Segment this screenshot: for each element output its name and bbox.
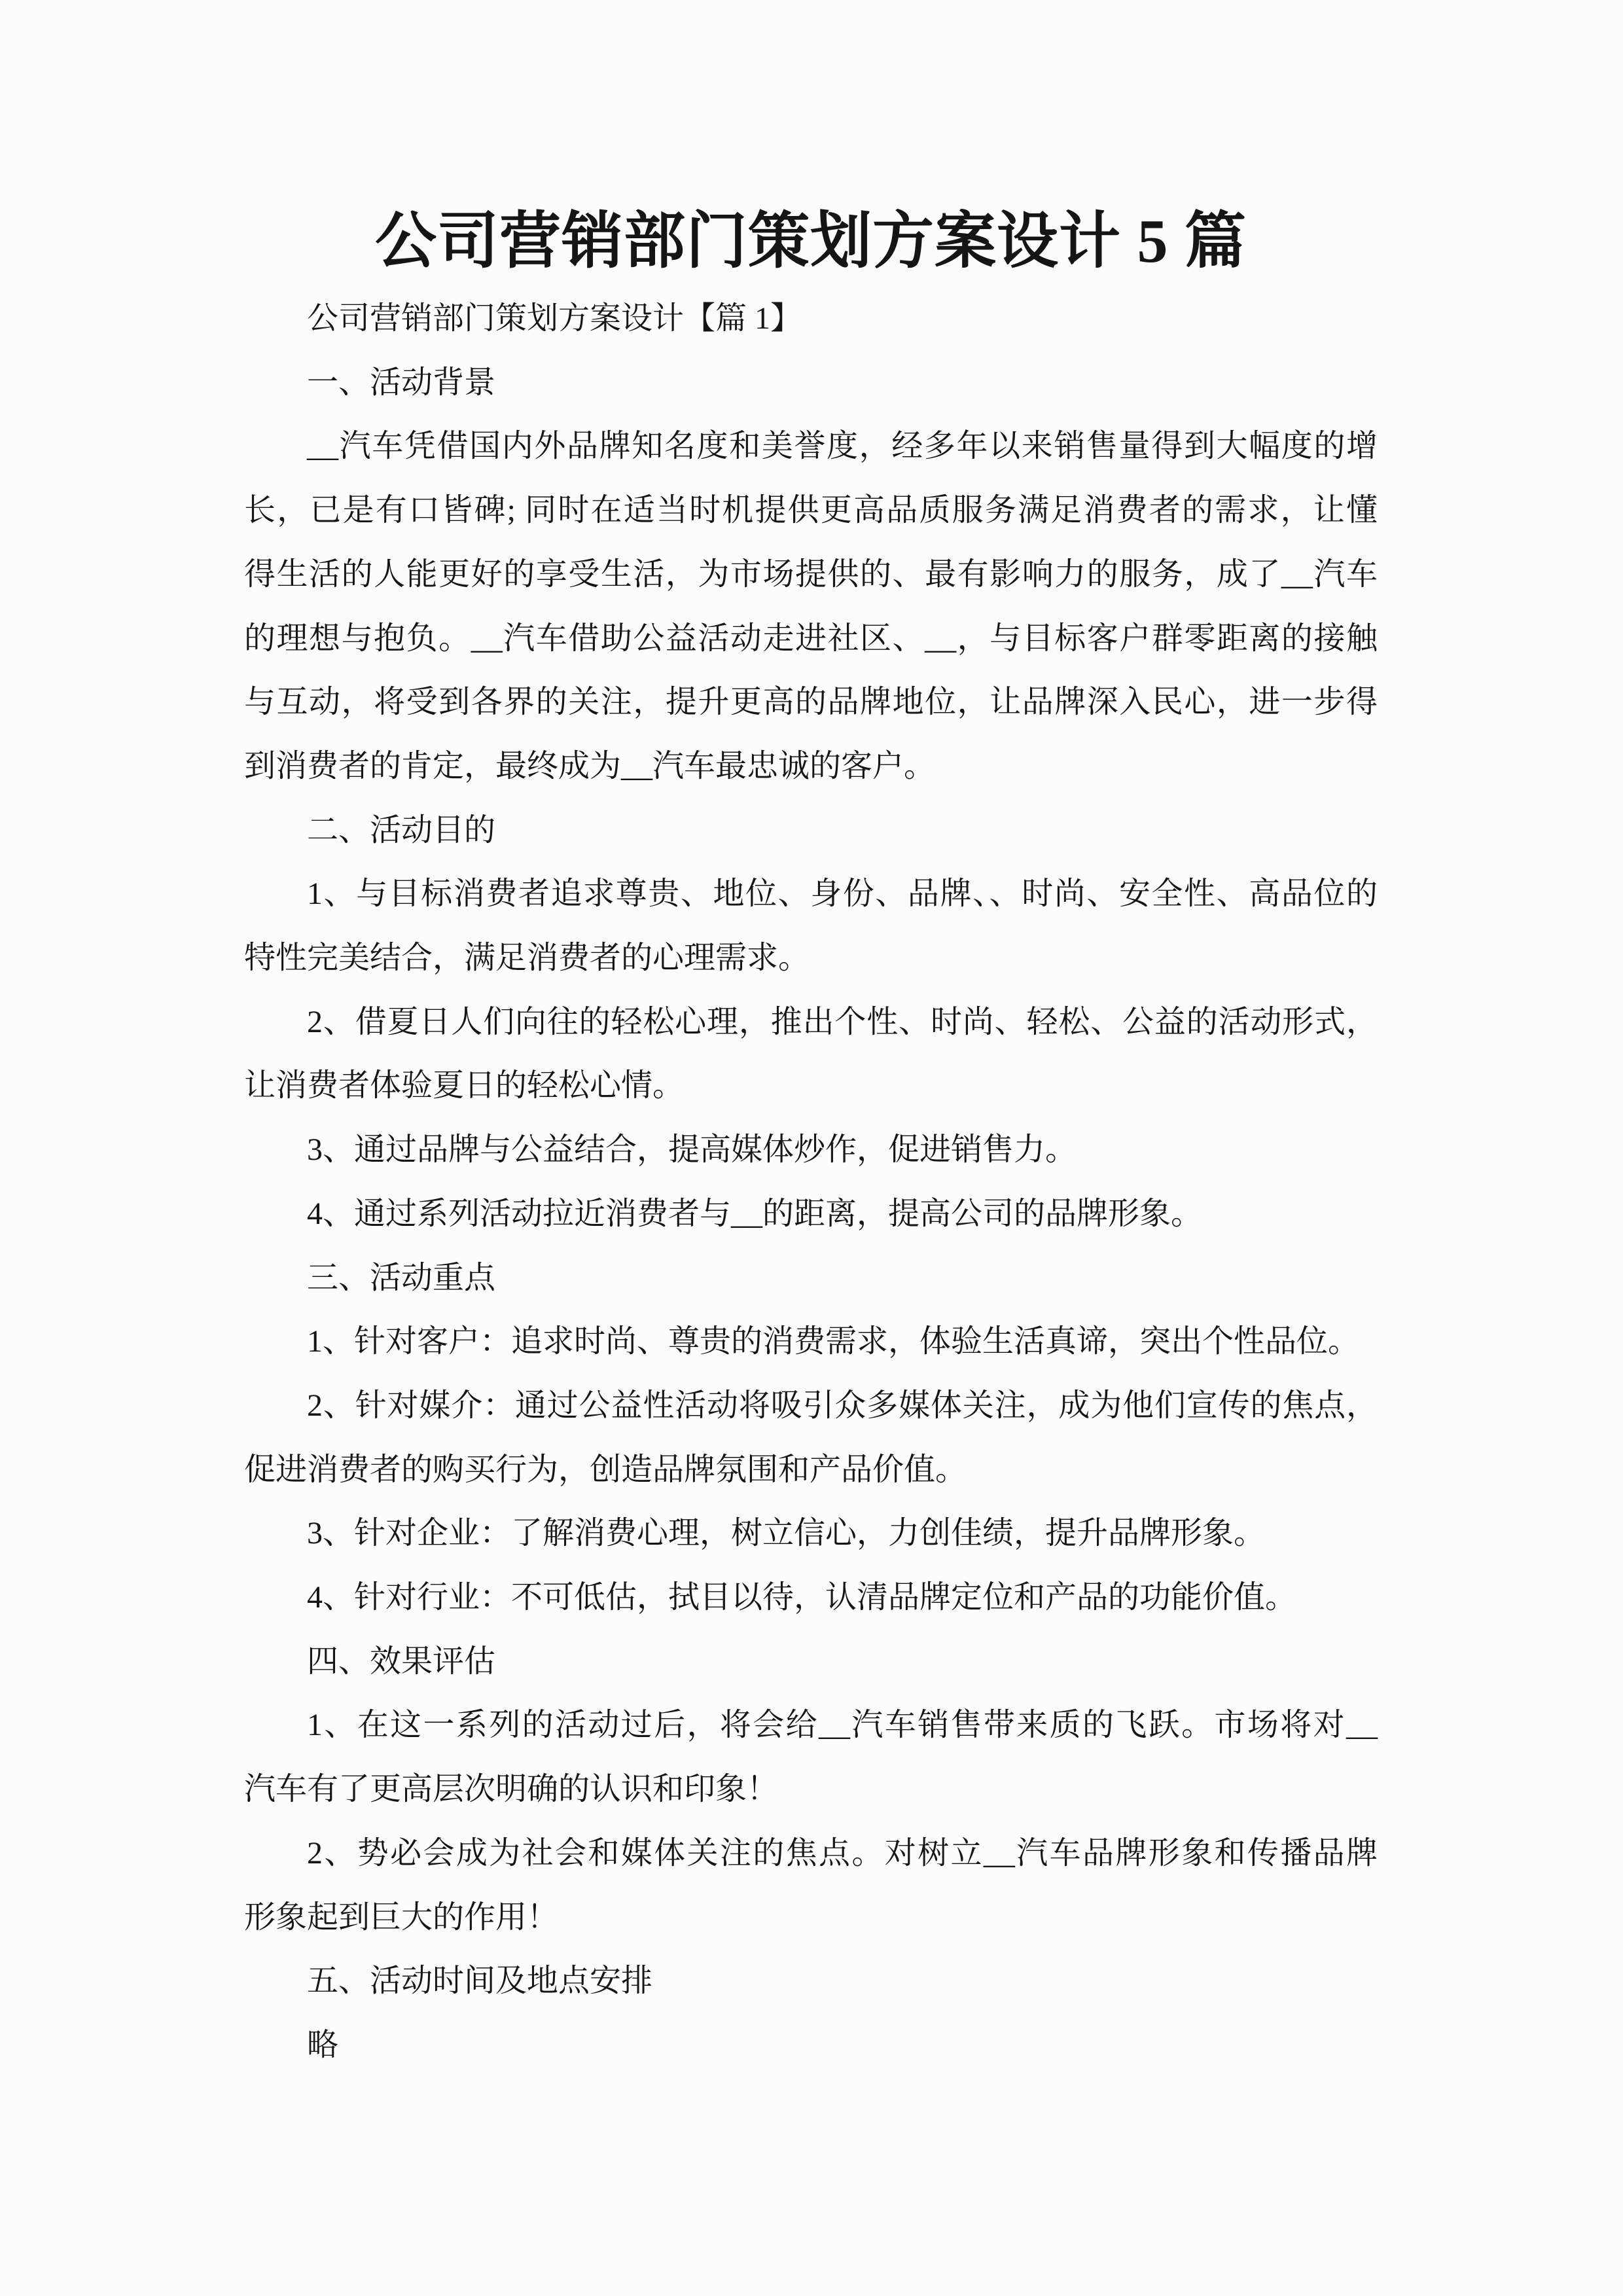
text-line: 促进消费者的购买行为，创造品牌氛围和产品价值。 — [244, 1452, 967, 1487]
text-line: 得生活的人能更好的享受生活，为市场提供的、最有影响力的服务，成了__汽车 — [244, 556, 1378, 592]
text-line: 3、通过品牌与公益结合，提高媒体炒作，促进销售力。 — [307, 1132, 1077, 1168]
paragraph-5 — [244, 862, 1378, 990]
paragraph-10 — [244, 1310, 1378, 1374]
text-line: 4、针对行业：不可低估，拭目以待，认清品牌定位和产品的功能价值。 — [307, 1580, 1297, 1615]
text-line: 形象起到巨大的作用！ — [244, 1899, 559, 1935]
paragraph-15 — [244, 1693, 1378, 1821]
paragraph-4 — [244, 798, 1378, 863]
text-line: 二、活动目的 — [307, 812, 496, 848]
paragraph-1 — [244, 287, 1378, 351]
text-line: 公司营销部门策划方案设计【篇 1】 — [307, 301, 802, 336]
paragraph-8 — [244, 1182, 1378, 1246]
text-line: 三、活动重点 — [307, 1260, 496, 1295]
text-line: 与互动，将受到各界的关注，提升更高的品牌地位，让品牌深入民心，进一步得 — [244, 685, 1378, 720]
paragraph-3 — [244, 414, 1378, 798]
document-body — [244, 287, 1378, 2077]
text-line: 汽车有了更高层次明确的认识和印象！ — [244, 1772, 779, 1807]
text-line: 的理想与抱负。__汽车借助公益活动走进社区、__，与目标客户群零距离的接触 — [244, 620, 1378, 656]
text-line: 2、借夏日人们向往的轻松心理，推出个性、时尚、轻松、公益的活动形式， — [307, 1004, 1378, 1039]
text-line: 五、活动时间及地点安排 — [307, 1964, 653, 1999]
text-line: 2、势必会成为社会和媒体关注的焦点。对树立__汽车品牌形象和传播品牌 — [307, 1835, 1378, 1871]
paragraph-7 — [244, 1118, 1378, 1182]
text-line: 让消费者体验夏日的轻松心情。 — [244, 1068, 685, 1103]
paragraph-2 — [244, 351, 1378, 415]
paragraph-11 — [244, 1374, 1378, 1501]
paragraph-17 — [244, 1949, 1378, 2013]
document-title: 公司营销部门策划方案设计 5 篇 — [374, 207, 1247, 276]
paragraph-13 — [244, 1566, 1378, 1630]
text-line: 1、在这一系列的活动过后，将会给__汽车销售带来质的飞跃。市场将对__ — [307, 1708, 1378, 1743]
text-line: 到消费者的肯定，最终成为__汽车最忠诚的客户。 — [244, 748, 936, 783]
text-line: 一、活动背景 — [307, 365, 496, 400]
text-line: 略 — [307, 2027, 339, 2062]
paragraph-9 — [244, 1246, 1378, 1310]
text-line: 1、与目标消费者追求尊贵、地位、身份、品牌、、时尚、安全性、高品位的 — [307, 876, 1378, 912]
text-line: 1、针对客户：追求时尚、尊贵的消费需求，体验生活真谛，突出个性品位。 — [307, 1324, 1360, 1359]
text-line: 3、针对企业：了解消费心理，树立信心，力创佳绩，提升品牌形象。 — [307, 1516, 1266, 1551]
text-line: __汽车凭借国内外品牌知名度和美誉度，经多年以来销售量得到大幅度的增 — [307, 429, 1378, 464]
paragraph-14 — [244, 1630, 1378, 1694]
text-line: 2、针对媒介：通过公益性活动将吸引众多媒体关注，成为他们宣传的焦点， — [307, 1388, 1378, 1423]
text-line: 4、通过系列活动拉近消费者与__的距离，提高公司的品牌形象。 — [307, 1196, 1203, 1231]
text-line: 四、效果评估 — [307, 1643, 496, 1679]
paragraph-12 — [244, 1501, 1378, 1566]
text-line: 特性完美结合，满足消费者的心理需求。 — [244, 941, 810, 976]
text-line: 长，已是有口皆碑; 同时在适当时机提供更高品质服务满足消费者的需求，让懂 — [244, 493, 1378, 528]
paragraph-6 — [244, 990, 1378, 1118]
paragraph-18 — [244, 2013, 1378, 2077]
paragraph-16 — [244, 1821, 1378, 1949]
